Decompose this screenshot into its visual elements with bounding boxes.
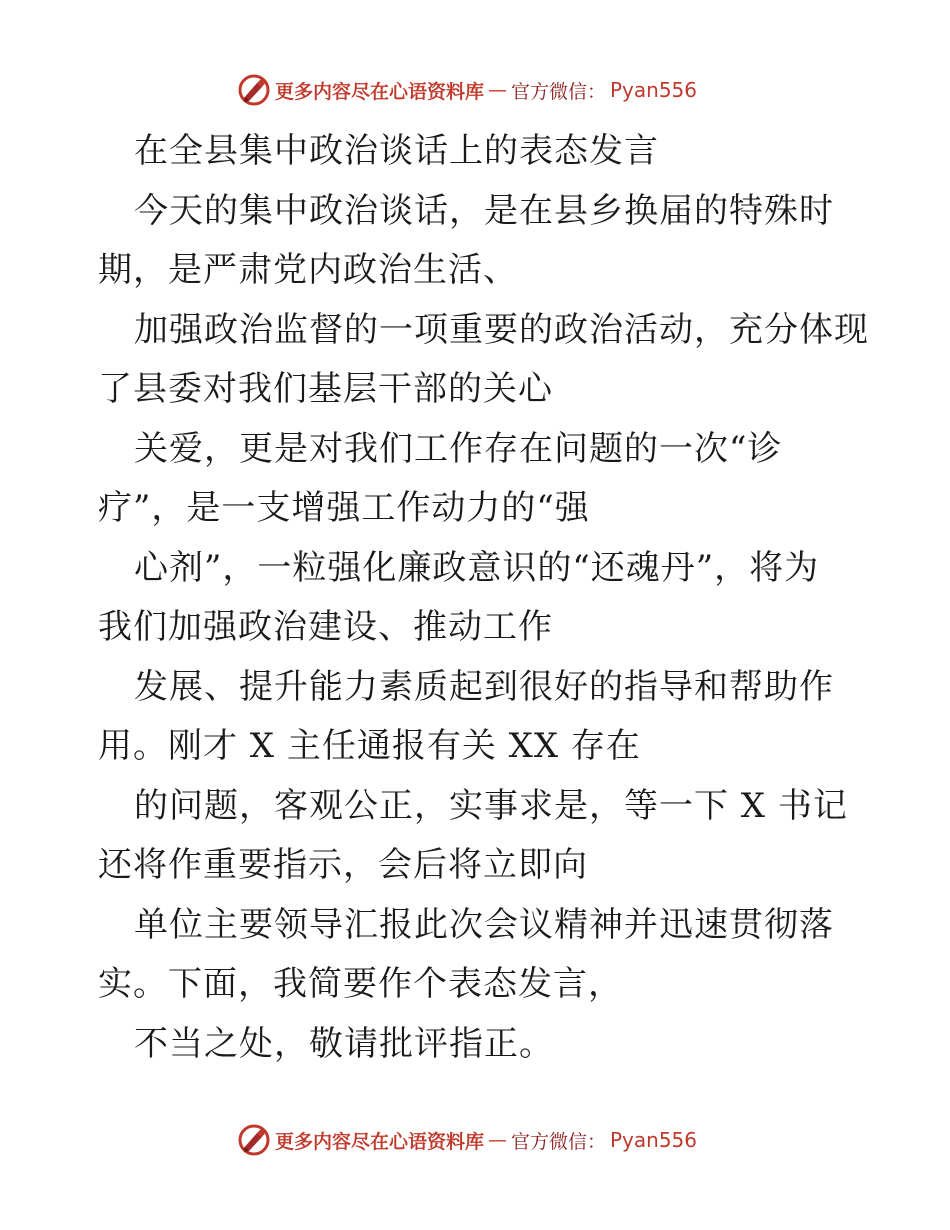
paragraph-line: 我们加强政治建设、推动工作 [98, 607, 553, 647]
paragraph-line: 的问题，客观公正，实事求是，等一下 X 书记 [134, 785, 848, 826]
paragraph-line: 心剂”，一粒强化廉政意识的“还魂丹”，将为 [134, 547, 820, 588]
header-watermark-banner [0, 70, 950, 110]
document-title: 在全县集中政治谈话上的表态发言 [134, 131, 659, 171]
paragraph-line: 单位主要领导汇报此次会议精神并迅速贯彻落 [134, 904, 834, 945]
paragraph-line: 发展、提升能力素质起到很好的指导和帮助作 [134, 666, 834, 707]
document-body [98, 122, 869, 1074]
paragraph-line: 实。下面，我简要作个表态发言， [98, 964, 623, 1004]
paragraph-line: 期，是严肃党内政治生活、 [98, 250, 518, 290]
banner-wechat-id: Pyan556 [610, 1128, 698, 1152]
paragraph-line: 不当之处，敬请批评指正。 [134, 1023, 554, 1064]
banner-wechat-label: 官方微信： [510, 1130, 606, 1153]
banner-dash: — [487, 79, 507, 101]
banner-wechat-label: 官方微信： [510, 80, 606, 103]
paragraph-line: 今天的集中政治谈话，是在县乡换届的特殊时 [134, 190, 834, 231]
paragraph-line: 加强政治监督的一项重要的政治活动，充分体现 [134, 309, 869, 350]
banner-slogan: 更多内容尽在心语资料库 [274, 1130, 484, 1153]
paragraph-line: 关爱，更是对我们工作存在问题的一次“诊 [134, 428, 783, 469]
paragraph-line: 了县委对我们基层干部的关心 [98, 369, 553, 409]
paragraph-line: 用。刚才 X 主任通报有关 XX 存在 [98, 726, 641, 766]
paragraph-line: 疗”，是一支增强工作动力的“强 [98, 488, 590, 528]
banner-wechat-id: Pyan556 [610, 78, 698, 102]
pen-logo-icon [237, 73, 271, 107]
paragraph-line: 还将作重要指示，会后将立即向 [98, 845, 588, 885]
footer-watermark-banner [0, 1120, 950, 1160]
banner-dash: — [487, 1129, 507, 1151]
pen-logo-icon [237, 1123, 271, 1157]
banner-slogan: 更多内容尽在心语资料库 [274, 80, 484, 103]
